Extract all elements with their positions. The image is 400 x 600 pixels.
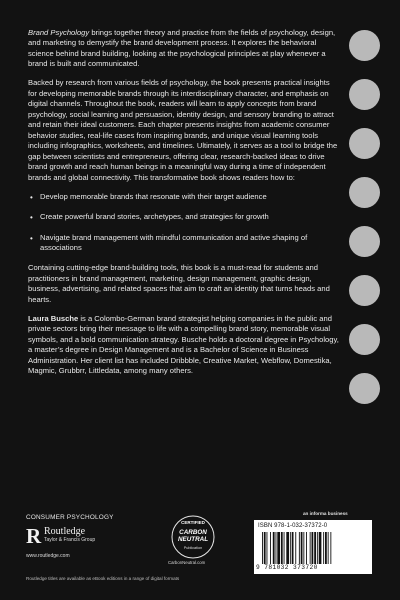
bullet-item: • Create powerful brand stories, archetypes, and strategies for growth — [28, 212, 340, 222]
bullet-item: • Navigate brand management with mindful communication and active shaping of associations — [28, 233, 340, 254]
barcode-bar — [281, 532, 283, 564]
carbon-neutral-icon — [170, 514, 216, 560]
barcode-bar — [319, 532, 322, 564]
barcode-bar — [295, 532, 296, 564]
barcode-bar — [262, 532, 263, 564]
barcode-bar — [330, 532, 331, 564]
barcode-bar — [323, 532, 324, 564]
dot-circle — [349, 275, 380, 306]
dot-circle — [349, 177, 380, 208]
barcode-bar — [270, 532, 271, 564]
bullet-item: • Develop memorable brands that resonate with their target audience — [28, 192, 340, 202]
book-title: Brand Psychology — [28, 28, 90, 37]
author-name: Laura Busche — [28, 313, 79, 323]
decorative-dots — [347, 30, 387, 422]
bullet-list — [28, 192, 340, 254]
body-paragraph: Backed by research from various fields of psychology, the book presents practical insights for developing memorable brands through its interdisciplinary character, and emphasis on digital channels. Throughout the book, readers will learn to apply concepts from brand psychology, social learning and persuasion, identity design, and sensory branding to attract and retain their ideal customers. Each chapter presents insights from academic consumer behavior studies, real-life cases from inspiring brands, and unique visual learning tools including infographics, worksheets, and timelines. Ultimately, it serves as a tool to bridge the gap between scientists and entrepreneurs, offering clear, research-backed ideas to drive brand growth and reach human beings in a meaningful way during a time of independent brands and global connectivity. This transformative book shows readers how to: — [28, 78, 338, 182]
dot-circle — [349, 79, 380, 110]
carbon-neutral-logo — [170, 514, 216, 560]
barcode-bars-icon — [262, 532, 364, 564]
carbon-mid1-text: CARBON — [179, 529, 207, 536]
barcode-bar — [284, 532, 285, 564]
barcode-bar — [277, 532, 280, 564]
dot-circle — [349, 30, 380, 61]
barcode-bar — [306, 532, 307, 564]
barcode-bar — [290, 532, 291, 564]
barcode-bar — [286, 532, 289, 564]
author-paragraph — [28, 314, 340, 377]
intro-text: brings together theory and practice from the fields of psychology, design, and marketing to demystify the brand development process. It explores the behavioral science behind brand building, looking at the psychological principles at play whenever a brand is built and communicated. — [28, 28, 336, 69]
informa-label: an informa business — [303, 511, 348, 516]
barcode-bar — [267, 532, 268, 564]
closing-paragraph: Containing cutting-edge brand-building tools, this book is a must-read for students and practitioners in brand management, marketing, design management, graphic design, business, advertising, and related spaces that aim to craft an identity that turns heads and hearts. — [28, 263, 330, 304]
dot-circle — [349, 373, 380, 404]
barcode-bar — [273, 532, 275, 564]
barcode-digits: 9 781032 373720 — [256, 564, 318, 571]
isbn-text: ISBN 978-1-032-37372-0 — [258, 523, 328, 529]
intro-paragraph — [28, 28, 340, 70]
dot-circle — [349, 324, 380, 355]
back-cover-text — [28, 28, 340, 385]
ebook-note: Routledge titles are available as eBook editions in a range of digital formats — [26, 576, 180, 581]
publisher-group: Taylor & Francis Group — [44, 537, 96, 543]
barcode-bar — [299, 532, 300, 564]
barcode-bar — [303, 532, 304, 564]
category-label: CONSUMER PSYCHOLOGY — [26, 514, 114, 521]
barcode-bar — [317, 532, 318, 564]
publisher-logo — [26, 526, 126, 556]
dot-circle — [349, 226, 380, 257]
author-bio: is a Colombo-German brand strategist helping companies in the public and private sectors bring their message to life with a compelling brand story, memorable visual symbols, and a bold communication strategy. Busche holds a doctoral degree in Psychology, a master’s degree in Design Management and is a Bachelor of Science in Business Administration. Her client list has included Dribbble, Creative Market, Webflow, Domestika, Magmic, Grubbrr, Littledata, among many others. — [28, 313, 339, 376]
barcode-bar — [276, 532, 277, 564]
carbon-top-text: CERTIFIED — [181, 520, 205, 525]
barcode-bar — [325, 532, 327, 564]
carbon-url: CarbonNeutral.com — [168, 560, 206, 565]
barcode-bar — [328, 532, 329, 564]
barcode-bar — [310, 532, 311, 564]
barcode-bar — [314, 532, 316, 564]
publisher-url: www.routledge.com — [26, 553, 70, 559]
barcode-bar — [312, 532, 314, 564]
dot-circle — [349, 128, 380, 159]
barcode-bar — [292, 532, 294, 564]
carbon-sub-text: Publication — [183, 546, 203, 550]
routledge-r-icon: R — [26, 524, 42, 548]
publisher-name: Routledge — [44, 526, 86, 537]
barcode — [254, 520, 372, 574]
barcode-bar — [301, 532, 303, 564]
barcode-bar — [264, 532, 266, 564]
carbon-mid2-text: NEUTRAL — [177, 536, 209, 543]
